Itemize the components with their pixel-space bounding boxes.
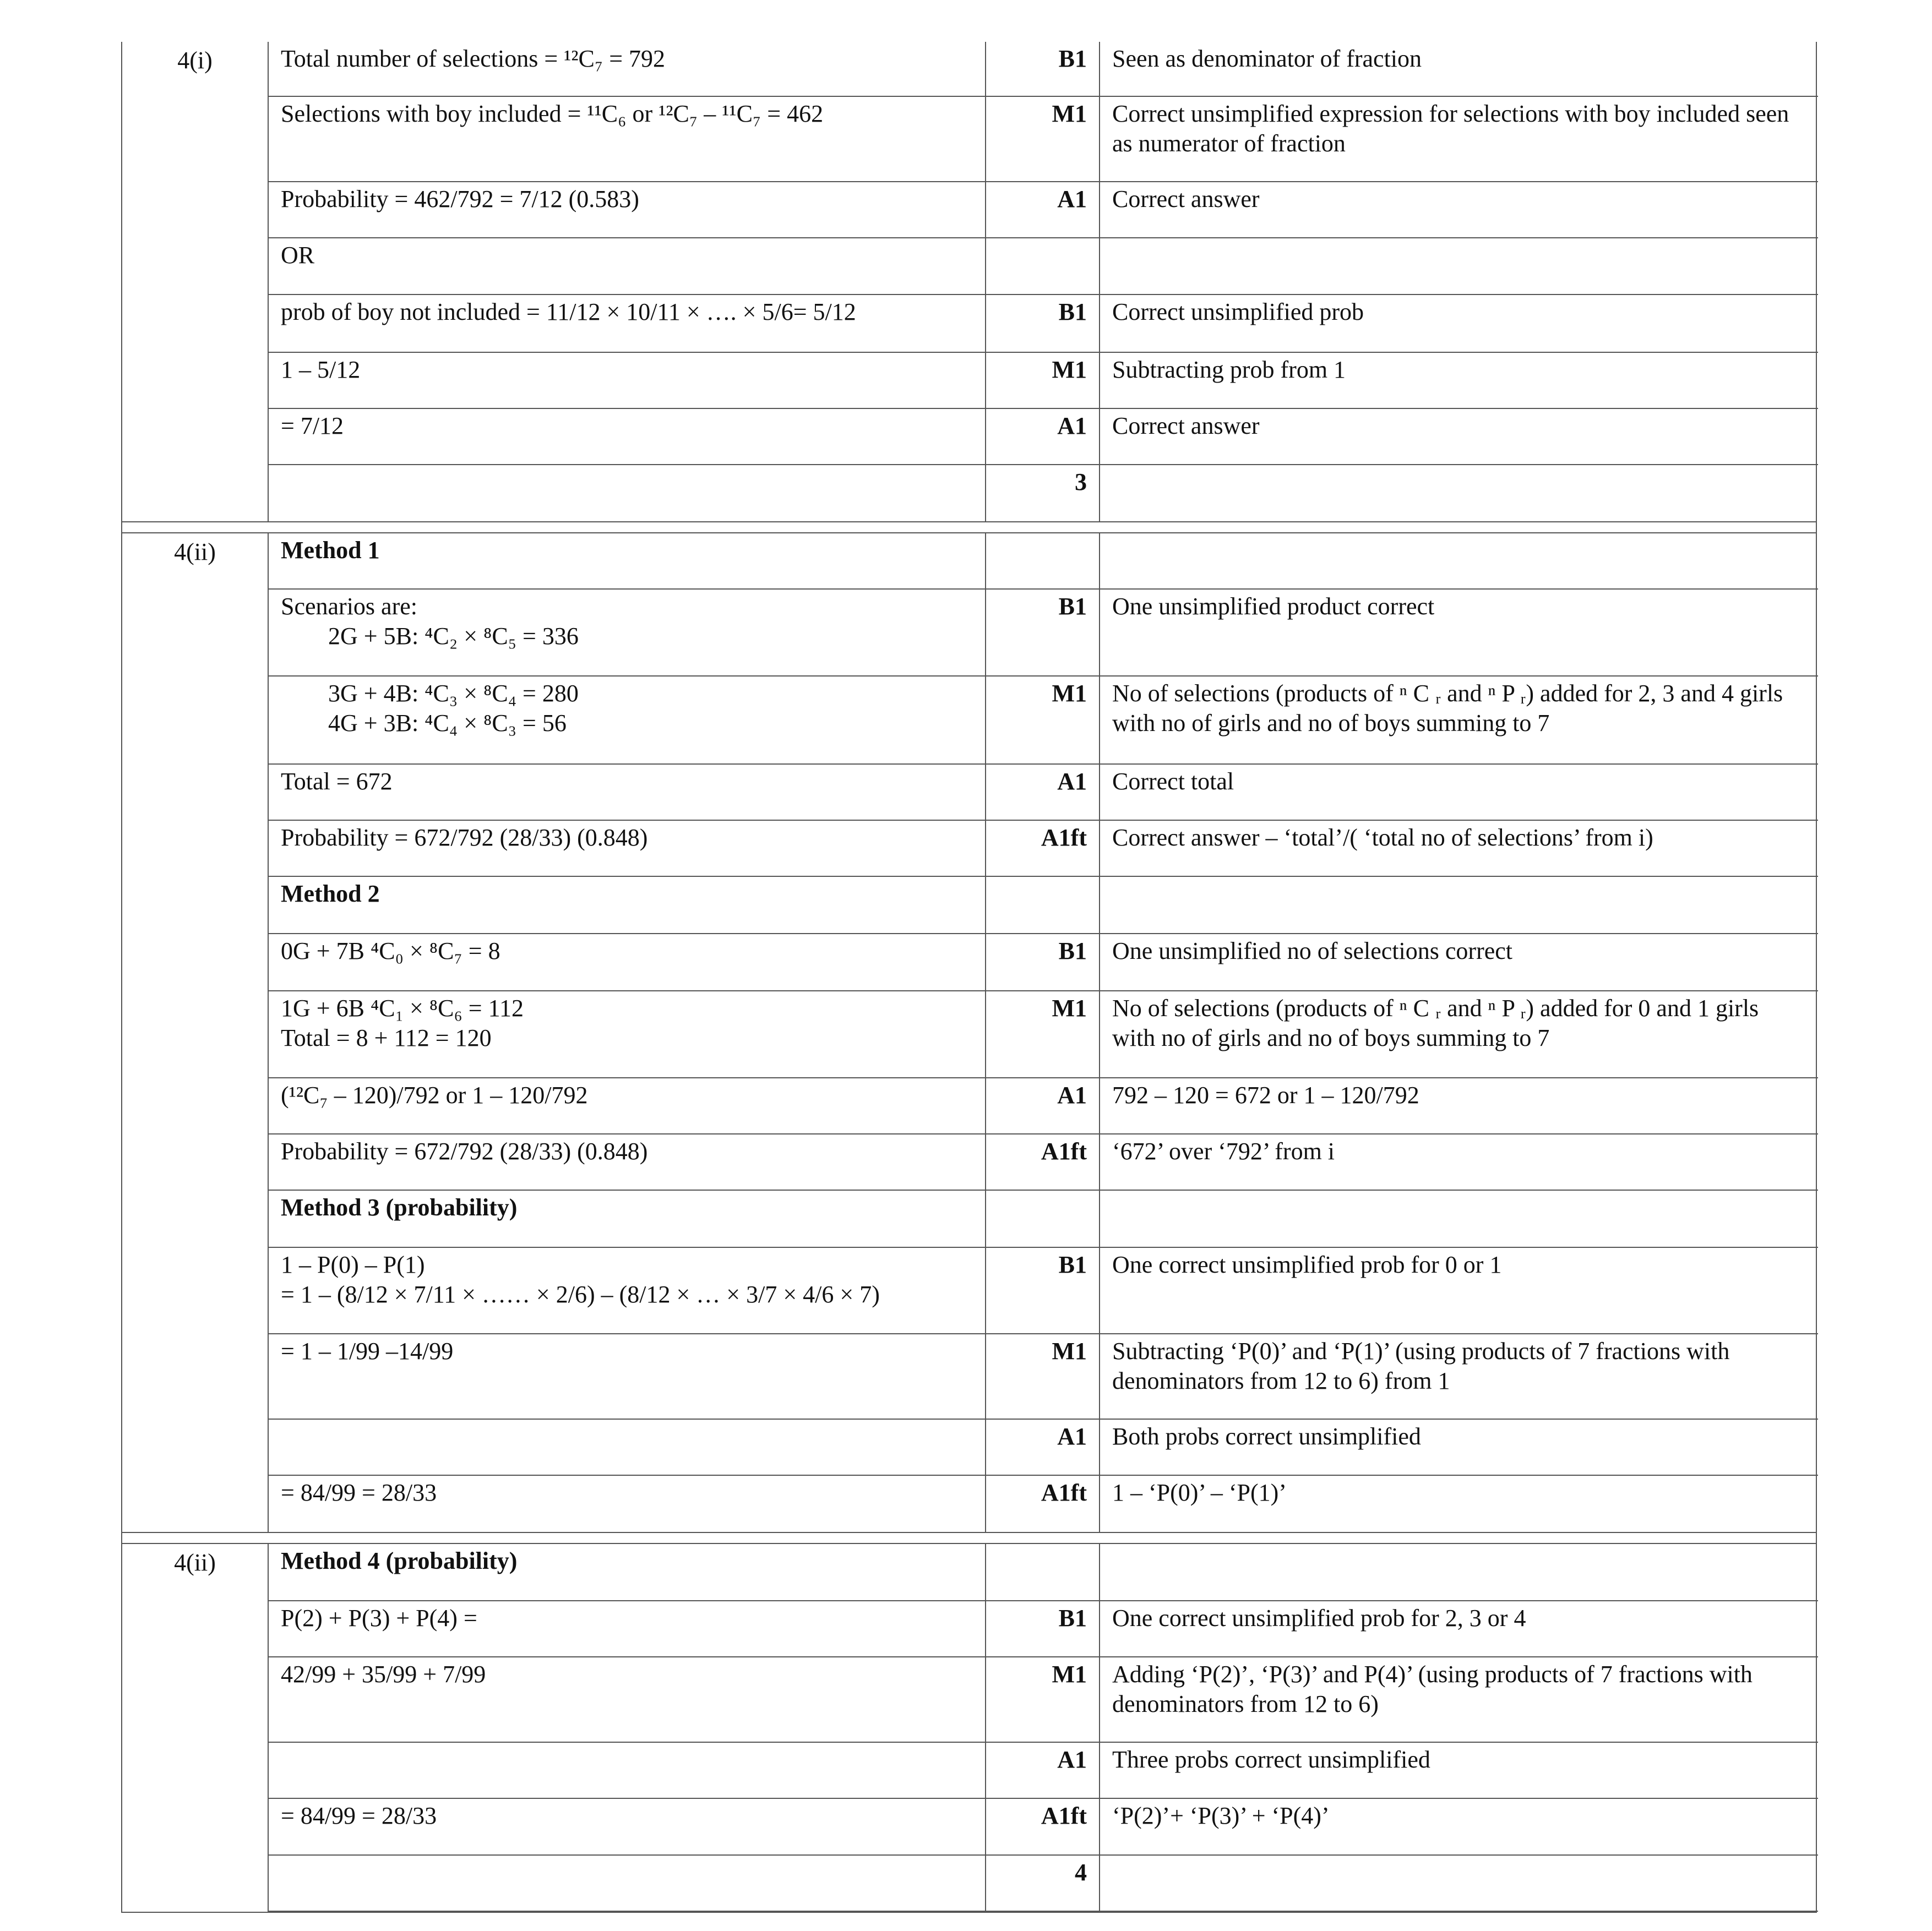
answer-line: OR (281, 242, 315, 269)
guidance-cell (1100, 1856, 1818, 1912)
guidance-cell: Three probs correct unsimplified (1100, 1743, 1818, 1799)
mark-cell: A1 (986, 1420, 1100, 1476)
answer-line: = 1 – 1/99 –14/99 (281, 1338, 454, 1365)
answer-line: Probability = 672/792 (28/33) (0.848) (281, 1138, 648, 1165)
answer-cell (269, 877, 986, 934)
answer-line: = 84/99 = 28/33 (281, 1479, 437, 1506)
question-block (121, 1544, 1817, 1913)
answer-line: Method 4 (probability) (281, 1547, 518, 1574)
answer-cell (269, 353, 986, 409)
mark-cell: A1 (986, 182, 1100, 238)
guidance-cell (1100, 238, 1818, 295)
question-block (121, 533, 1817, 1532)
mark-cell: B1 (986, 295, 1100, 353)
mark-cell: A1 (986, 765, 1100, 821)
question-number: 4(i) (122, 42, 269, 521)
answer-line: 2G + 5B: ⁴C₂ × ⁸C₅ = 336 (328, 623, 579, 650)
answer-cell (269, 1799, 986, 1856)
answer-cell (269, 1191, 986, 1248)
guidance-cell: Correct answer (1100, 182, 1818, 238)
answer-line: Scenarios are: (281, 593, 417, 620)
mark-cell: A1ft (986, 821, 1100, 877)
mark-cell: M1 (986, 677, 1100, 765)
answer-line: 1 – P(0) – P(1) (281, 1251, 425, 1278)
answer-cell (269, 1743, 986, 1799)
answer-cell (269, 42, 986, 97)
answer-line: Total = 8 + 112 = 120 (281, 1024, 492, 1051)
answer-line: Total = 672 (281, 768, 393, 795)
answer-cell (269, 677, 986, 765)
answer-cell (269, 821, 986, 877)
answer-line: 42/99 + 35/99 + 7/99 (281, 1661, 486, 1688)
question-number: 4(ii) (122, 1544, 269, 1912)
mark-cell (986, 238, 1100, 295)
mark-cell: 3 (986, 465, 1100, 521)
mark-cell: A1ft (986, 1799, 1100, 1856)
answer-cell (269, 295, 986, 353)
question-number: 4(ii) (122, 533, 269, 1532)
answer-cell (269, 1420, 986, 1476)
guidance-cell (1100, 877, 1818, 934)
answer-line: Method 1 (281, 537, 380, 564)
guidance-cell: No of selections (products of ⁿ C ᵣ and ⁿ P ᵣ) added for 0 and 1 girls with no of girls and no of boys summing to 7 (1100, 991, 1818, 1078)
answer-cell (269, 533, 986, 590)
question-block (121, 42, 1817, 521)
answer-line: 3G + 4B: ⁴C₃ × ⁸C₄ = 280 (328, 680, 579, 707)
guidance-cell: Correct answer – ‘total’/( ‘total no of selections’ from i) (1100, 821, 1818, 877)
answer-cell (269, 1134, 986, 1191)
mark-cell: B1 (986, 1248, 1100, 1334)
answer-line: P(2) + P(3) + P(4) = (281, 1605, 477, 1632)
answer-cell (269, 1544, 986, 1601)
guidance-cell (1100, 465, 1818, 521)
mark-cell: B1 (986, 934, 1100, 991)
guidance-cell (1100, 533, 1818, 590)
answer-line: Probability = 462/792 = 7/12 (0.583) (281, 186, 639, 212)
mark-cell (986, 533, 1100, 590)
guidance-cell: No of selections (products of ⁿ C ᵣ and ⁿ P ᵣ) added for 2, 3 and 4 girls with no of girls and no of boys summing to 7 (1100, 677, 1818, 765)
section-separator (121, 521, 1817, 533)
answer-cell (269, 1476, 986, 1532)
answer-cell (269, 238, 986, 295)
guidance-cell: One correct unsimplified prob for 2, 3 or 4 (1100, 1601, 1818, 1657)
mark-cell: M1 (986, 1334, 1100, 1420)
answer-cell (269, 1657, 986, 1743)
mark-cell (986, 1191, 1100, 1248)
answer-line: Total number of selections = ¹²C₇ = 792 (281, 45, 666, 72)
mark-cell: B1 (986, 1601, 1100, 1657)
answer-cell (269, 1248, 986, 1334)
guidance-cell: One unsimplified no of selections correct (1100, 934, 1818, 991)
answer-cell (269, 1601, 986, 1657)
answer-line: = 84/99 = 28/33 (281, 1802, 437, 1829)
answer-line: = 7/12 (281, 412, 344, 439)
mark-cell: A1 (986, 1078, 1100, 1134)
answer-line: Selections with boy included = ¹¹C₆ or ¹²C₇ – ¹¹C₇ = 462 (281, 100, 824, 127)
guidance-cell: Correct unsimplified prob (1100, 295, 1818, 353)
answer-line: Method 3 (probability) (281, 1194, 518, 1221)
answer-cell (269, 590, 986, 677)
mark-cell: A1 (986, 409, 1100, 465)
answer-cell (269, 97, 986, 182)
guidance-cell (1100, 1544, 1818, 1601)
guidance-cell: Seen as denominator of fraction (1100, 42, 1818, 97)
answer-line: 0G + 7B ⁴C₀ × ⁸C₇ = 8 (281, 937, 500, 964)
guidance-cell: 792 – 120 = 672 or 1 – 120/792 (1100, 1078, 1818, 1134)
guidance-cell: Subtracting ‘P(0)’ and ‘P(1)’ (using products of 7 fractions with denominators from 12 to 6) from 1 (1100, 1334, 1818, 1420)
guidance-cell: Subtracting prob from 1 (1100, 353, 1818, 409)
answer-line: = 1 – (8/12 × 7/11 × …… × 2/6) – (8/12 × … × 3/7 × 4/6 × 7) (281, 1281, 880, 1308)
mark-cell: M1 (986, 1657, 1100, 1743)
section-separator (121, 1532, 1817, 1544)
answer-cell (269, 934, 986, 991)
mark-cell: A1ft (986, 1476, 1100, 1532)
mark-scheme-table (121, 42, 1817, 1913)
mark-cell: B1 (986, 42, 1100, 97)
guidance-cell: ‘672’ over ‘792’ from i (1100, 1134, 1818, 1191)
answer-cell (269, 765, 986, 821)
answer-cell (269, 1856, 986, 1912)
answer-line: 1G + 6B ⁴C₁ × ⁸C₆ = 112 (281, 995, 524, 1022)
guidance-cell: 1 – ‘P(0)’ – ‘P(1)’ (1112, 1479, 1287, 1506)
mark-cell: B1 (986, 590, 1100, 677)
answer-line: Probability = 672/792 (28/33) (0.848) (281, 824, 648, 851)
answer-cell (269, 465, 986, 521)
mark-cell: M1 (986, 97, 1100, 182)
mark-cell: M1 (986, 353, 1100, 409)
answer-cell (269, 1078, 986, 1134)
guidance-cell: ‘P(2)’+ ‘P(3)’ + ‘P(4)’ (1100, 1799, 1818, 1856)
answer-cell (269, 991, 986, 1078)
answer-cell (269, 1334, 986, 1420)
answer-line: prob of boy not included = 11/12 × 10/11 × …. × 5/6= 5/12 (281, 298, 856, 325)
answer-line: (¹²C₇ – 120)/792 or 1 – 120/792 (281, 1082, 588, 1109)
answer-line: 4G + 3B: ⁴C₄ × ⁸C₃ = 56 (328, 710, 567, 737)
guidance-cell: One unsimplified product correct (1100, 590, 1818, 677)
guidance-cell: Adding ‘P(2)’, ‘P(3)’ and P(4)’ (using products of 7 fractions with denominators from 12 to 6) (1100, 1657, 1818, 1743)
guidance-cell (1100, 1191, 1818, 1248)
guidance-cell: Correct total (1100, 765, 1818, 821)
answer-line: Method 2 (281, 880, 380, 907)
mark-cell: A1 (986, 1743, 1100, 1799)
guidance-cell: Both probs correct unsimplified (1100, 1420, 1818, 1476)
answer-cell (269, 409, 986, 465)
mark-cell (986, 877, 1100, 934)
mark-cell: A1ft (986, 1134, 1100, 1191)
answer-cell (269, 182, 986, 238)
guidance-cell: Correct answer (1100, 409, 1818, 465)
guidance-cell: Correct unsimplified expression for selections with boy included seen as numerator of fraction (1100, 97, 1818, 182)
guidance-cell: One correct unsimplified prob for 0 or 1 (1100, 1248, 1818, 1334)
mark-cell (986, 1544, 1100, 1601)
mark-cell: M1 (986, 991, 1100, 1078)
mark-cell: 4 (986, 1856, 1100, 1912)
answer-line: 1 – 5/12 (281, 356, 361, 383)
